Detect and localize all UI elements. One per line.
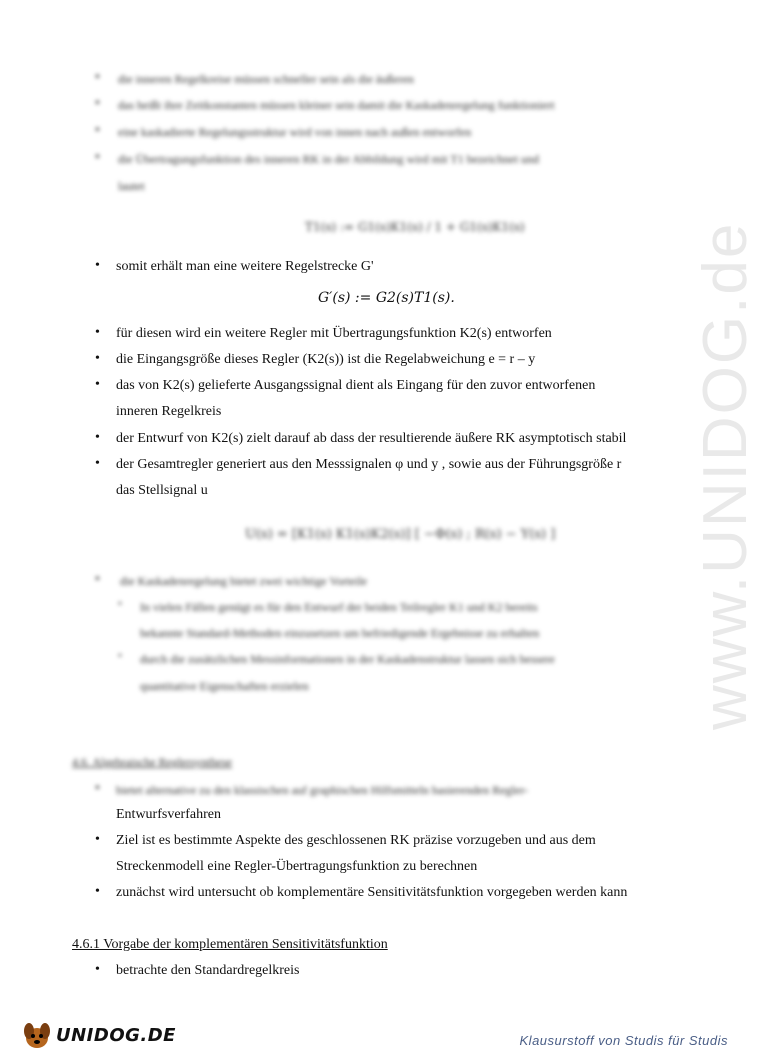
text-line: In vielen Fällen genügt es für den Entwurf der beiden Teilregler K1 und K2 bereits	[140, 600, 538, 614]
bullet-dot: •	[95, 781, 100, 796]
watermark: www.UNIDOG.de	[691, 221, 760, 730]
bullet-dot: •	[95, 572, 100, 587]
bullet-dot: •	[95, 832, 100, 847]
text-line: die Eingangsgröße dieses Regler (K2(s)) ist die Regelabweichung e = r – y	[116, 352, 536, 367]
bullet-dot: •	[95, 123, 100, 138]
bullet-dot: •	[95, 377, 100, 392]
section-heading-4-6-1: 4.6.1 Vorgabe der komplementären Sensitivitätsfunktion	[72, 937, 388, 952]
text-line: eine kaskadierte Regelungsstruktur wird von innen nach außen entworfen	[118, 125, 472, 139]
bullet-dot: •	[95, 351, 100, 366]
text-line: der Gesamtregler generiert aus den Messsignalen φ und y , sowie aus der Führungsgröße r	[116, 457, 622, 472]
text-line: das von K2(s) gelieferte Ausgangssignal dient als Eingang für den zuvor entworfenen	[116, 378, 596, 393]
text-line: bietet alternative zu den klassischen auf graphischen Hilfsmitteln basierenden Regler-	[116, 783, 528, 797]
bullet-dot: •	[95, 962, 100, 977]
text-line: Entwurfsverfahren	[116, 807, 221, 822]
section-heading-4-6: 4.6. Algebraische Reglersynthese	[72, 755, 232, 769]
text-line: zunächst wird untersucht ob komplementäre Sensitivitätsfunktion vorgegeben werden kann	[116, 885, 628, 900]
bullet-dot: •	[118, 650, 122, 662]
formula-u: U(s) = [K1(s) K1(s)K2(s)] [ −Φ(s) ; R(s) − Y(s) ]	[245, 527, 556, 542]
text-line: somit erhält man eine weitere Regelstrecke G'	[116, 259, 374, 274]
text-line: das heißt ihre Zeitkonstanten müssen kleiner sein damit die Kaskadenregelung funktioniert	[118, 98, 555, 112]
bullet-dot: •	[95, 325, 100, 340]
text-line: lautet	[118, 179, 145, 193]
text-line: quantitative Eigenschaften erzielen	[140, 679, 309, 693]
text-line: der Entwurf von K2(s) zielt darauf ab dass der resultierende äußere RK asymptotisch stabil	[116, 431, 627, 446]
text-line: für diesen wird ein weitere Regler mit Übertragungsfunktion K2(s) entworfen	[116, 326, 552, 341]
bullet-dot: •	[95, 884, 100, 899]
text-line: Ziel ist es bestimmte Aspekte des geschlossenen RK präzise vorzugeben und aus dem	[116, 833, 596, 848]
bullet-dot: •	[95, 96, 100, 111]
formula-g-prime: G′(s) := G2(s)T1(s).	[318, 290, 455, 306]
footer-tagline: Klausurstoff von Studis für Studis	[519, 1033, 728, 1048]
text-line: die inneren Regelkreise müssen schneller sein als die äußeren	[118, 72, 414, 86]
bullet-dot: •	[118, 598, 122, 610]
dog-icon	[20, 1018, 54, 1052]
text-line: inneren Regelkreis	[116, 404, 222, 419]
formula-t1: T1(s) := G1(s)K1(s) / 1 + G1(s)K1(s)	[305, 220, 525, 234]
bullet-dot: •	[95, 456, 100, 471]
text-line: die Übertragungsfunktion des inneren RK in der Abbildung wird mit T1 bezeichnet und	[118, 152, 540, 166]
text-line: durch die zusätzlichen Messinformationen in der Kaskadenstruktur lassen sich bessere	[140, 652, 555, 666]
logo-text: UNIDOG.DE	[56, 1024, 176, 1046]
bullet-dot: •	[95, 258, 100, 273]
bullet-dot: •	[95, 150, 100, 165]
bullet-dot: •	[95, 430, 100, 445]
unidog-logo[interactable]	[20, 1018, 176, 1052]
text-line: die Kaskadenregelung bietet zwei wichtige Vorteile	[120, 574, 368, 588]
bullet-dot: •	[95, 70, 100, 85]
text-line: das Stellsignal u	[116, 483, 208, 498]
text-line: Streckenmodell eine Regler-Übertragungsfunktion zu berechnen	[116, 859, 478, 874]
text-line: bekannte Standard-Methoden einzusetzen um befriedigende Ergebnisse zu erhalten	[140, 626, 540, 640]
text-line: betrachte den Standardregelkreis	[116, 963, 300, 978]
